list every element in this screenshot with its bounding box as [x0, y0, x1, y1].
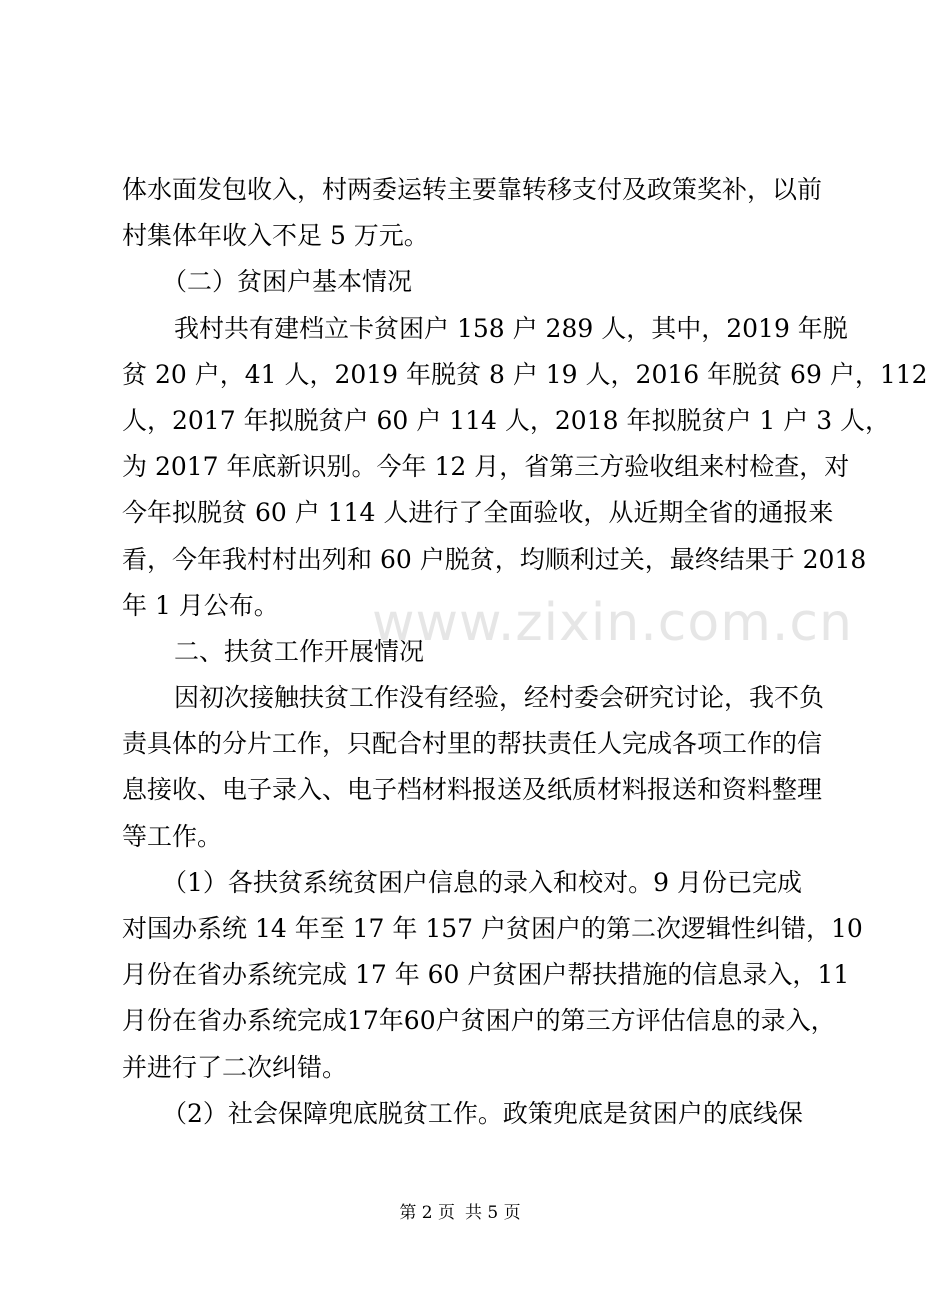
page-footer [0, 1198, 920, 1223]
text-line: 我村共有建档立卡贫困户 158 户 289 人，其中，2019 年脱 [174, 313, 848, 343]
document-body [122, 167, 928, 1137]
text-line: （1）各扶贫系统贫困户信息的录入和校对。9 月份已完成 [162, 867, 802, 897]
text-line: 看，今年我村村出列和 60 户脱贫，均顺利过关，最终结果于 2018 [122, 544, 867, 574]
text-line: 等工作。 [122, 821, 223, 851]
text-line: 责具体的分片工作，只配合村里的帮扶责任人完成各项工作的信 [122, 729, 823, 759]
section-heading: 二、扶贫工作开展情况 [174, 636, 425, 666]
text-line: 对国办系统 14 年至 17 年 157 户贫困户的第二次逻辑性纠错，10 [122, 914, 863, 943]
text-line: 年 1 月公布。 [122, 590, 279, 620]
watermark: www.zixin.com.cn [372, 593, 853, 653]
text-line: （2）社会保障兜底脱贫工作。政策兜底是贫困户的底线保 [162, 1098, 803, 1128]
text-line: 息接收、电子录入、电子档材料报送及纸质材料报送和资料整理 [122, 775, 823, 805]
text-line: 因初次接触扶贫工作没有经验，经村委会研究讨论，我不负 [174, 683, 825, 713]
section-heading: （二）贫困户基本情况 [162, 267, 413, 297]
text-line: 村集体年收入不足 5 万元。 [122, 221, 429, 251]
text-line: 今年拟脱贫 60 户 114 人进行了全面验收，从近期全省的通报来 [122, 498, 834, 528]
text-line: 人，2017 年拟脱贫户 60 户 114 人，2018 年拟脱贫户 1 户 3 人， [122, 405, 891, 435]
text-line: 贫 20 户，41 人，2019 年脱贫 8 户 19 人，2016 年脱贫 69 户，112 [122, 359, 928, 389]
text-line: 月份在省办系统完成17年60户贫困户的第三方评估信息的录入， [122, 1006, 836, 1036]
page-number: 第 2 页 [399, 1203, 455, 1223]
text-line: 体水面发包收入，村两委运转主要靠转移支付及政策奖补，以前 [122, 175, 823, 204]
page-total: 共 5 页 [465, 1203, 521, 1223]
text-line: 月份在省办系统完成 17 年 60 户贫困户帮扶措施的信息录入，11 [122, 960, 850, 990]
text-line: 为 2017 年底新识别。今年 12 月，省第三方验收组来村检查，对 [122, 452, 850, 482]
text-line: 并进行了二次纠错。 [122, 1052, 348, 1082]
